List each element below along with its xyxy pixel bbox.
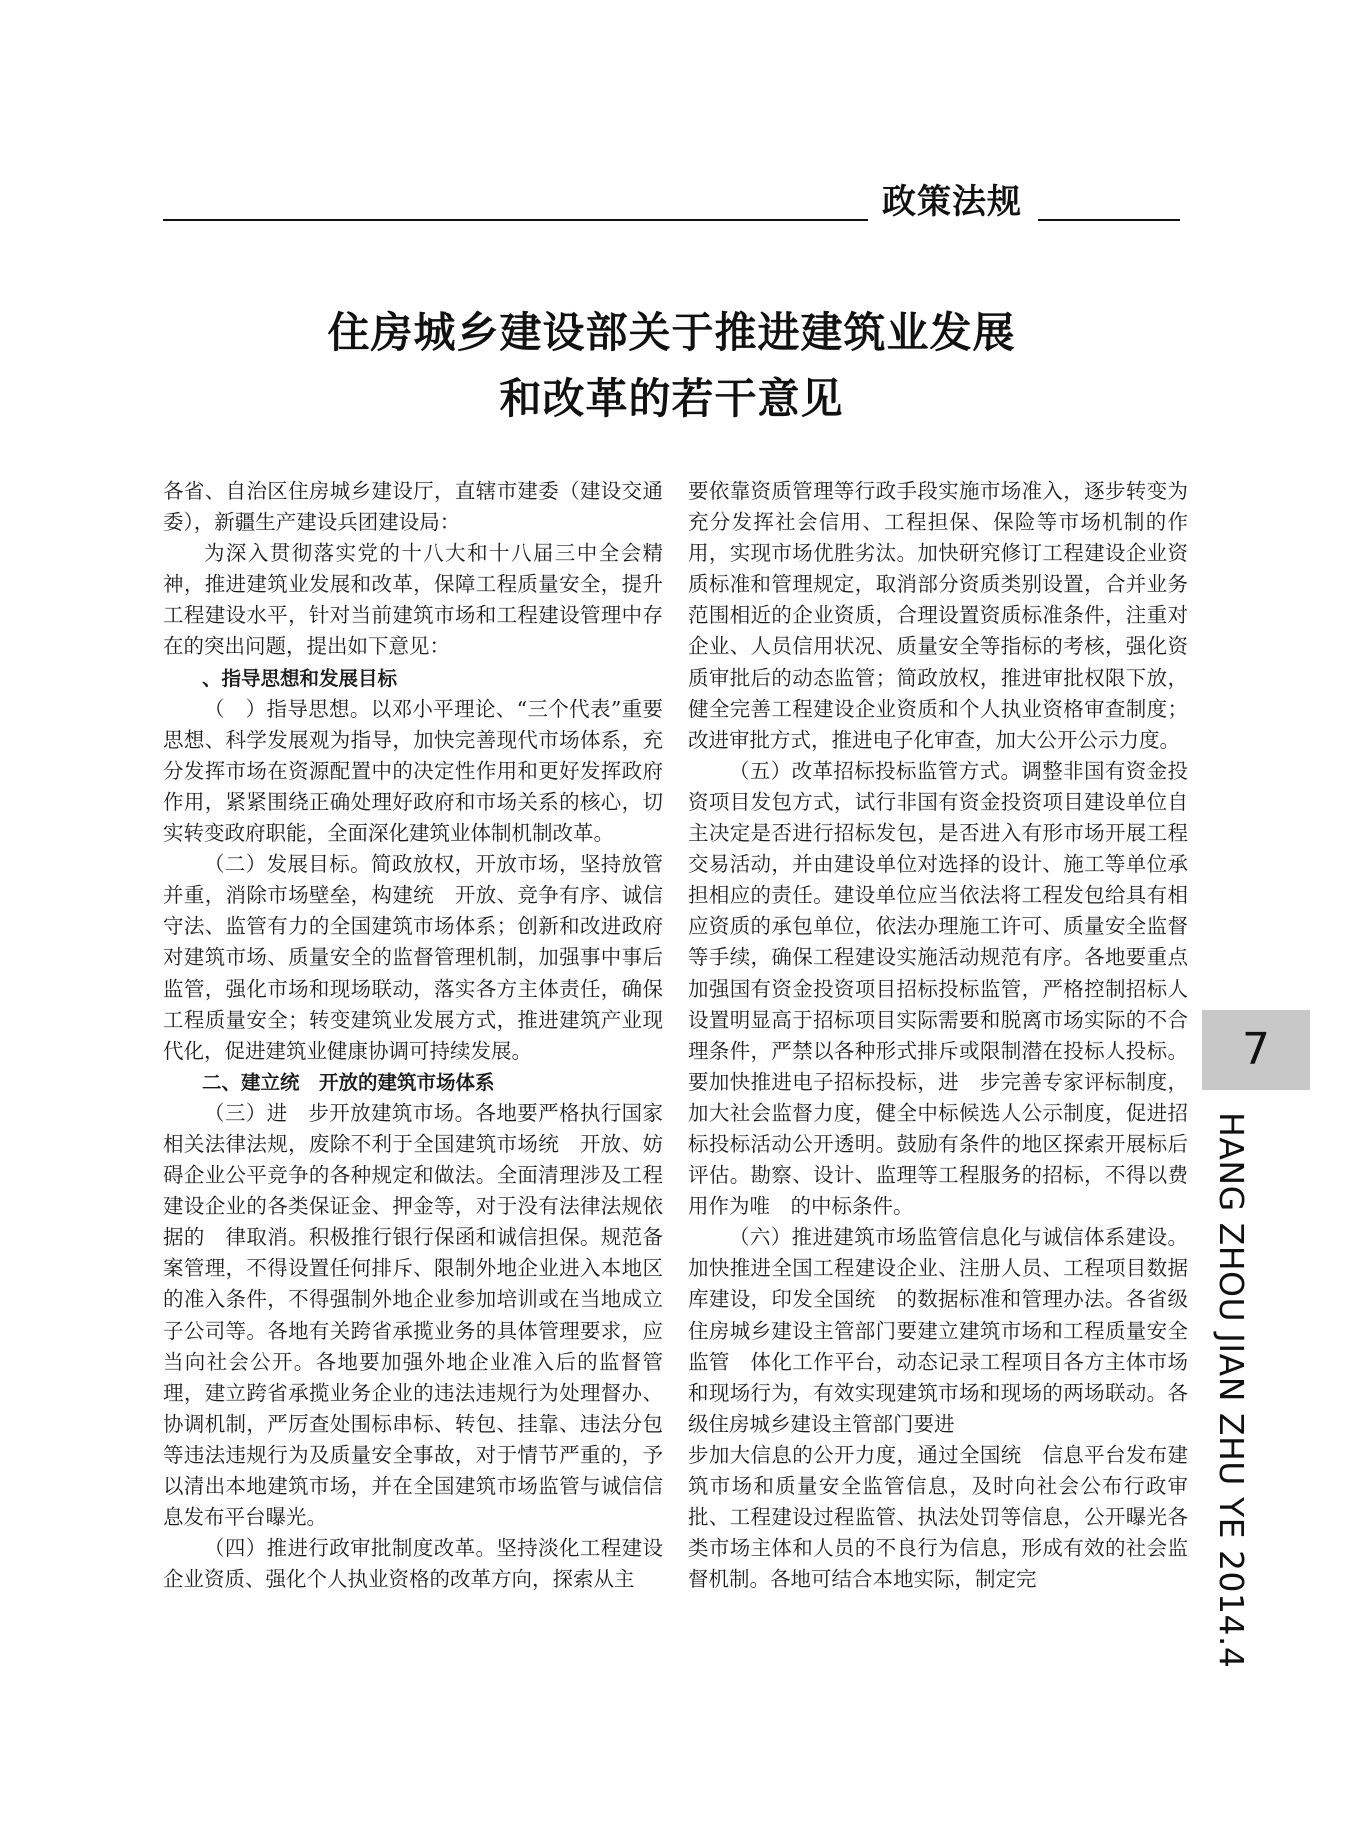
right-column bbox=[688, 476, 1188, 1595]
header-rule-left bbox=[163, 219, 868, 221]
paragraph: 步加大信息的公开力度，通过全国统 信息平台发布建筑市场和质量安全监管信息，及时向社会公布行政审批、工程建设过程监管、执法处罚等信息，公开曝光各类市场主体和人员的不良行为信息，形成有效的社会监督机制。各地可结合本地实际，制定完 bbox=[688, 1442, 1188, 1592]
paragraph: （二）发展目标。简政放权，开放市场，坚持放管并重，消除市场壁垒，构建统 开放、竞争有序、诚信守法、监管有力的全国建筑市场体系；创新和改进政府对建筑市场、质量安全的监督管理机制，加强事中事后监管，强化市场和现场联动，落实各方主体责任，确保工程质量安全；转变建筑业发展方式，推进建筑产业现代化，促进建筑业健康协调可持续发展。 bbox=[163, 852, 663, 1063]
paragraph: （ ）指导思想。以邓小平理论、“三个代表”重要思想、科学发展观为指导，加快完善现代市场体系，充分发挥市场在资源配置中的决定性作用和更好发挥政府作用，紧紧围绕正确处理好政府和市场关系的核心，切实转变政府职能，全面深化建筑业体制机制改革。 bbox=[163, 696, 663, 846]
section-label: 政策法规 bbox=[882, 182, 1022, 222]
title-line-1: 住房城乡建设部关于推进建筑业发展 bbox=[327, 308, 1016, 357]
header-rule-right bbox=[1038, 219, 1180, 221]
section-heading: 、指导思想和发展目标 bbox=[202, 666, 398, 690]
paragraph: （五）改革招标投标监管方式。调整非国有资金投资项目发包方式，试行非国有资金投资项目建设单位自主决定是否进行招标发包，是否进入有形市场开展工程交易活动，并由建设单位对选择的设计、施工等单位承担相应的责任。建设单位应当依法将工程发包给具有相应资质的承包单位，依法办理施工许可、质量安全监督等手续，确保工程建设实施活动规范有序。各地要重点加强国有资金投资项目招标投标监管，严格控制招标人设置明显高于招标项目实际需要和脱离市场实际的不合理条件，严禁以各种形式排斥或限制潜在投标人投标。要加快推进电子招标投标，进 步完善专家评标制度，加大社会监督力度，健全中标候选人公示制度，促进招标投标活动公开透明。鼓励有条件的地区探索开展标后评估。勘察、设计、监理等工程服务的招标，不得以费用作为唯 的中标条件。 bbox=[688, 758, 1188, 1219]
page-number-tab bbox=[1202, 1010, 1310, 1090]
paragraph: 要依靠资质管理等行政手段实施市场准入，逐步转变为充分发挥社会信用、工程担保、保险等市场机制的作用，实现市场优胜劣汰。加快研究修订工程建设企业资质标准和管理规定，取消部分资质类别设置，合并业务范围相近的企业资质，合理设置资质标准条件，注重对企业、人员信用状况、质量安全等指标的考核，强化资质审批后的动态监管；简政放权，推进审批权限下放，健全完善工程建设企业资质和个人执业资格审查制度；改进审批方式，推进电子化审查，加大公开公示力度。 bbox=[688, 479, 1188, 752]
page-number: 7 bbox=[1242, 1024, 1270, 1075]
title-line-2: 和改革的若干意见 bbox=[499, 374, 844, 423]
paragraph: （六）推进建筑市场监管信息化与诚信体系建设。加快推进全国工程建设企业、注册人员、工程项目数据库建设，印发全国统 的数据标准和管理办法。各省级住房城乡建设主管部门要建立建筑市场和工程质量安全监管 体化工作平台，动态记录工程项目各方主体市场和现场行为，有效实现建筑市场和现场的两场联动。各级住房城乡建设主管部门要进 bbox=[688, 1225, 1188, 1436]
paragraph: （四）推进行政审批制度改革。坚持淡化工程建设企业资质、强化个人执业资格的改革方向，探索从主 bbox=[163, 1536, 663, 1592]
paragraph: （三）进 步开放建筑市场。各地要严格执行国家相关法律法规，废除不利于全国建筑市场统 开放、妨碍企业公平竞争的各种规定和做法。全面清理涉及工程建设企业的各类保证金、押金等，对于没有法律法规依据的 律取消。积极推行银行保函和诚信担保。规范备案管理，不得设置任何排斥、限制外地企业进入本地区的准入条件，不得强制外地企业参加培训或在当地成立子公司等。各地有关跨省承揽业务的具体管理要求，应当向社会公开。各地要加强外地企业准入后的监督管理，建立跨省承揽业务企业的违法违规行为处理督办、协调机制，严厉查处围标串标、转包、挂靠、违法分包等违法违规行为及质量安全事故，对于情节严重的，予以清出本地建筑市场，并在全国建筑市场监管与诚信信息发布平台曝光。 bbox=[163, 1100, 663, 1530]
left-column bbox=[163, 476, 663, 1595]
article-title bbox=[163, 300, 1180, 432]
paragraph: 为深入贯彻落实党的十八大和十八届三中全会精神，推进建筑业发展和改革，保障工程质量安全，提升工程建设水平，针对当前建筑市场和工程建设管理中存在的突出问题，提出如下意见： bbox=[163, 541, 663, 659]
section-heading: 二、建立统 开放的建筑市场体系 bbox=[202, 1070, 495, 1094]
paragraph: 各省、自治区住房城乡建设厅，直辖市建委（建设交通委），新疆生产建设兵团建设局： bbox=[163, 479, 663, 535]
journal-name-vertical: HANG ZHOU JIAN ZHU YE 2014.4 bbox=[1212, 1112, 1251, 1669]
